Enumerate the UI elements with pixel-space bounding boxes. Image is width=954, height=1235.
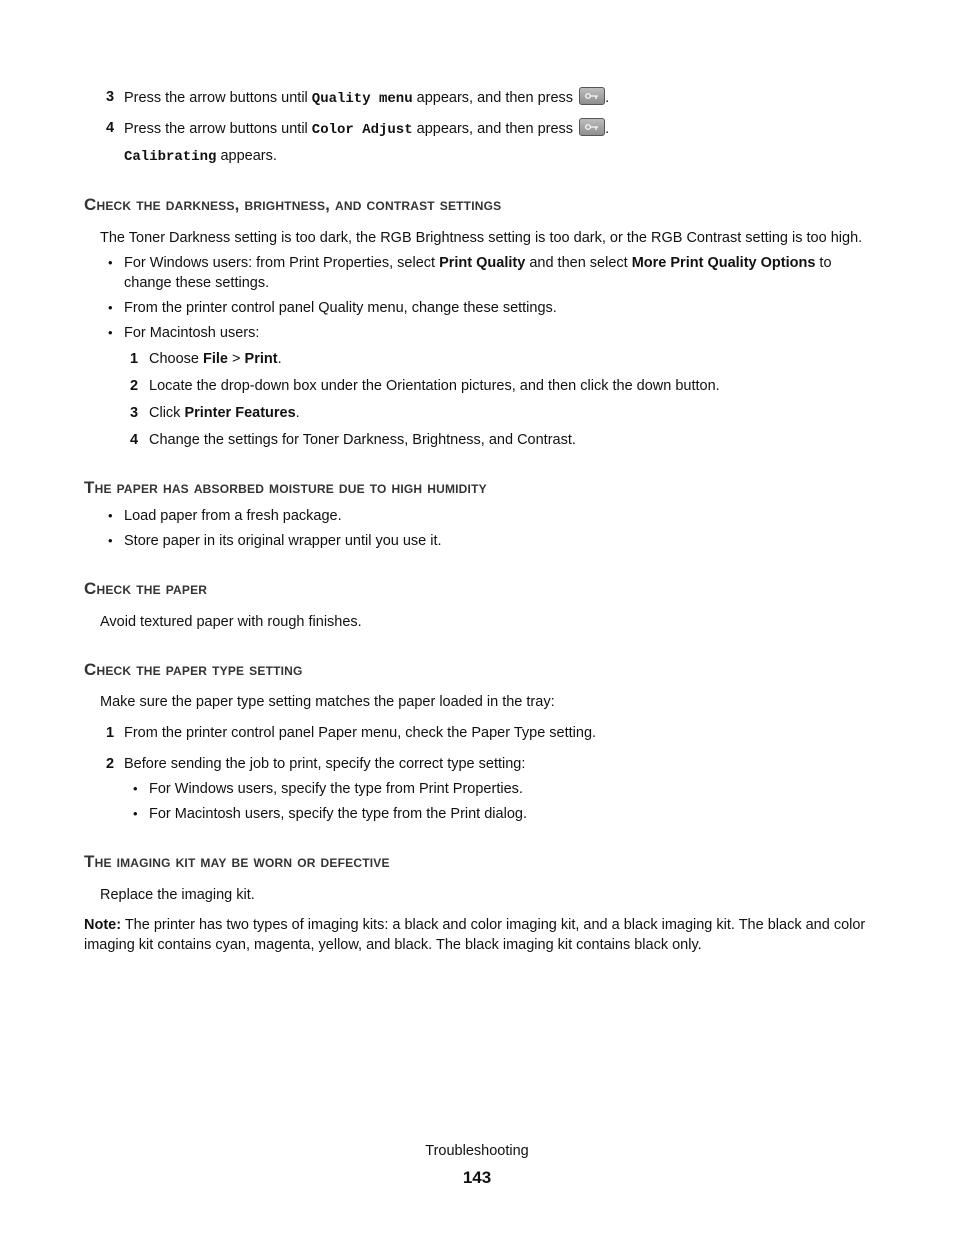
step-number: 4 — [130, 432, 139, 448]
step-text — [124, 87, 609, 109]
paragraph: Make sure the paper type setting matches the paper loaded in the tray: — [100, 694, 555, 710]
bullet-text: Store paper in its original wrapper until you use it. — [124, 533, 442, 549]
text-part: to — [815, 255, 832, 271]
bullet: • — [108, 508, 113, 523]
paragraph: Replace the imaging kit. — [100, 887, 255, 903]
text-part: . — [295, 405, 300, 421]
text-part: . — [277, 351, 282, 367]
text-part: and then select — [525, 255, 632, 271]
step-text — [149, 403, 300, 423]
bullet-text-continued: change these settings. — [124, 275, 270, 291]
code-text: Calibrating — [124, 149, 217, 165]
step-number: 1 — [106, 725, 115, 741]
step-text: From the printer control panel Paper menu, check the Paper Type setting. — [124, 725, 597, 741]
step-number: 2 — [130, 378, 139, 394]
paragraph: The Toner Darkness setting is too dark, the RGB Brightness setting is too dark, or the RGB Contrast setting is too high. — [100, 230, 863, 246]
bold-text: File — [203, 351, 228, 367]
bullet-text — [124, 253, 832, 273]
calibrating-line — [124, 146, 277, 167]
note-label: Note: — [84, 917, 122, 933]
step-text-part: appears. — [216, 148, 277, 164]
step-text: Before sending the job to print, specify the correct type setting: — [124, 756, 526, 772]
bullet-text: For Windows users, specify the type from Print Properties. — [149, 781, 523, 797]
step-text — [149, 349, 282, 369]
bold-text: Printer Features — [184, 405, 296, 421]
section-heading-imaging-kit: The imaging kit may be worn or defective — [84, 852, 390, 871]
code-text: Quality menu — [311, 91, 413, 107]
bullet-text: For Macintosh users: — [124, 325, 260, 341]
bullet: • — [108, 300, 113, 315]
section-heading-moisture: The paper has absorbed moisture due to high humidity — [84, 478, 487, 497]
step-text-part: Press the arrow buttons until — [124, 90, 312, 106]
bold-text: More Print Quality Options — [631, 255, 816, 271]
bullet: • — [108, 325, 113, 340]
page-number: 143 — [462, 1168, 492, 1187]
step-number: 1 — [130, 351, 139, 367]
bullet-text: From the printer control panel Quality menu, change these settings. — [124, 300, 557, 316]
bullet: • — [108, 533, 113, 548]
bullet-text: For Macintosh users, specify the type from the Print dialog. — [149, 806, 527, 822]
footer-chapter-label: Troubleshooting — [425, 1143, 529, 1159]
step-text-part: . — [605, 90, 610, 106]
step-number: 2 — [106, 756, 115, 772]
step-text: Change the settings for Toner Darkness, Brightness, and Contrast. — [149, 432, 576, 448]
section-heading-paper: Check the paper — [84, 579, 208, 598]
bullet: • — [133, 781, 138, 796]
step-text-part: appears, and then press — [412, 121, 578, 137]
select-button-icon — [579, 118, 605, 136]
code-text: Color Adjust — [311, 122, 413, 138]
section-heading-paper-type: Check the paper type setting — [84, 660, 303, 679]
text-part: Choose — [149, 351, 204, 367]
select-button-icon — [579, 87, 605, 105]
step-text-part: appears, and then press — [412, 90, 578, 106]
step-number: 3 — [130, 405, 139, 421]
step-text-part: Press the arrow buttons until — [124, 121, 312, 137]
text-part: Click — [149, 405, 185, 421]
bullet: • — [133, 806, 138, 821]
bold-text: Print Quality — [439, 255, 526, 271]
section-heading-darkness: Check the darkness, brightness, and contrast settings — [84, 195, 502, 214]
paragraph: Avoid textured paper with rough finishes. — [100, 614, 362, 630]
step-text: Locate the drop-down box under the Orientation pictures, and then click the down button. — [149, 378, 720, 394]
bullet: • — [108, 255, 113, 270]
text-part: > — [228, 351, 245, 367]
step-text-part: . — [605, 121, 610, 137]
step-number: 4 — [106, 120, 115, 136]
text-part: For Windows users: from Print Properties, select — [124, 255, 440, 271]
note-text: The printer has two types of imaging kits: a black and color imaging kit, and a black imaging kit. The black and color imaging kit contains cyan, magenta, yellow, and black. The black imaging kit contains black only. — [84, 917, 866, 953]
step-number: 3 — [106, 89, 115, 105]
bullet-text: Load paper from a fresh package. — [124, 508, 342, 524]
bold-text: Print — [244, 351, 278, 367]
step-text — [124, 118, 609, 140]
note-paragraph — [84, 915, 869, 955]
